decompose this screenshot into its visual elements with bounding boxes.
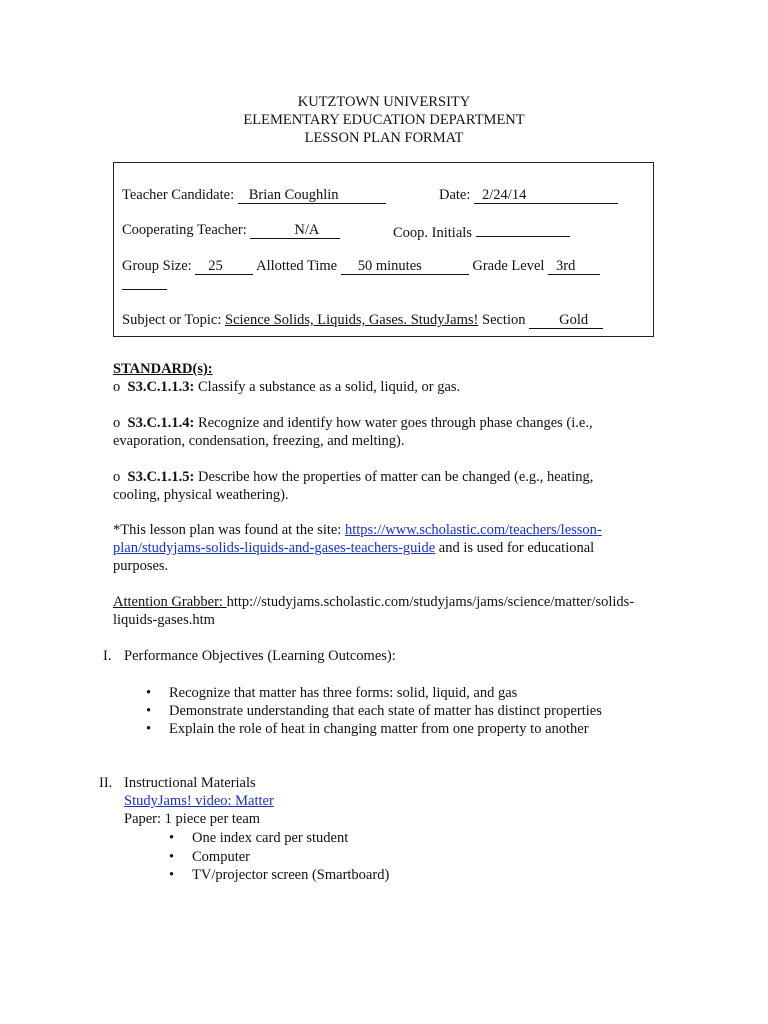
standard-code: S3.C.1.1.4:: [127, 415, 195, 431]
grade-level-value: 3rd: [556, 258, 576, 274]
objective-item: Explain the role of heat in changing matter from one property to another: [169, 721, 589, 737]
attention-grabber-url: http://studyjams.scholastic.com/studyjams/jams/science/matter/solids-: [226, 594, 635, 610]
bullet-icon: •: [169, 867, 175, 883]
standards-heading: STANDARD(s):: [113, 361, 213, 377]
studyjams-video-link[interactable]: StudyJams! video: Matter: [124, 793, 274, 809]
attention-grabber-label: Attention Grabber:: [113, 594, 227, 610]
bullet-marker: o: [113, 469, 121, 485]
section-ii-title: Instructional Materials: [124, 775, 256, 791]
date-row: [439, 186, 618, 204]
material-item: TV/projector screen (Smartboard): [192, 867, 390, 883]
standard-text-continued: evaporation, condensation, freezing, and melting).: [113, 433, 405, 449]
source-note-line2: [113, 539, 594, 557]
group-size-row: [122, 257, 600, 275]
source-note-line3: purposes.: [113, 558, 169, 574]
cooperating-teacher-field: [250, 223, 340, 239]
subject-row: [122, 311, 603, 329]
bullet-marker: o: [113, 415, 121, 431]
cooperating-teacher-label: Cooperating Teacher:: [122, 222, 247, 238]
subject-label: Subject or Topic:: [122, 312, 222, 328]
allotted-time-label: Allotted Time: [256, 258, 338, 274]
coop-initials-label: Coop. Initials: [393, 225, 472, 241]
date-field: [474, 188, 618, 204]
scholastic-link[interactable]: https://www.scholastic.com/teachers/lesson-: [344, 522, 602, 538]
teacher-candidate-label: Teacher Candidate:: [122, 187, 235, 203]
standard-text: Describe how the properties of matter can be changed (e.g., heating,: [194, 469, 594, 485]
material-item: One index card per student: [192, 830, 349, 846]
teacher-candidate-row: [122, 186, 386, 204]
bullet-icon: •: [146, 703, 152, 719]
section-field: [529, 313, 603, 329]
section-i-title: Performance Objectives (Learning Outcomes):: [124, 648, 396, 664]
standard-item: [113, 378, 460, 396]
scholastic-link-continued[interactable]: plan/studyjams-solids-liquids-and-gases-teachers-guide: [113, 540, 436, 556]
paper-note: Paper: 1 piece per team: [124, 811, 261, 827]
bullet-icon: •: [169, 830, 175, 846]
group-size-value: 25: [208, 258, 223, 274]
teacher-candidate-value: Brian Coughlin: [248, 187, 339, 203]
cooperating-teacher-value: N/A: [294, 222, 320, 238]
grade-level-label: Grade Level: [472, 258, 545, 274]
standard-code: S3.C.1.1.5:: [127, 469, 195, 485]
university-title: KUTZTOWN UNIVERSITY: [297, 94, 471, 110]
section-value: Gold: [559, 312, 589, 328]
subject-value: Science Solids, Liquids, Gases. StudyJams!: [225, 312, 479, 328]
group-size-label: Group Size:: [122, 258, 192, 274]
bullet-icon: •: [169, 849, 175, 865]
standard-text-continued: cooling, physical weathering).: [113, 487, 289, 503]
source-note-prefix: *This lesson plan was found at the site:: [113, 522, 345, 538]
grade-level-blank-continued: [122, 274, 167, 290]
date-value: 2/24/14: [482, 187, 527, 203]
date-label: Date:: [439, 187, 471, 203]
standard-code: S3.C.1.1.3:: [127, 379, 195, 395]
teacher-candidate-field: [238, 188, 386, 204]
coop-initials-row: [393, 221, 570, 242]
bullet-marker: o: [113, 379, 121, 395]
grade-level-field: [548, 259, 600, 275]
grade-level-continuation: [122, 274, 167, 295]
source-note-line1: [113, 521, 602, 539]
allotted-time-value: 50 minutes: [357, 258, 422, 274]
objective-item: Demonstrate understanding that each state of matter has distinct properties: [169, 703, 602, 719]
section-ii-numeral: II.: [99, 775, 113, 791]
source-note-suffix: and is used for educational: [435, 540, 595, 556]
standard-text: Recognize and identify how water goes through phase changes (i.e.,: [194, 415, 593, 431]
standard-item: [113, 468, 593, 486]
form-title: LESSON PLAN FORMAT: [304, 130, 464, 146]
group-size-field: [195, 259, 253, 275]
department-title: ELEMENTARY EDUCATION DEPARTMENT: [243, 112, 525, 128]
material-item: Computer: [192, 849, 250, 865]
bullet-icon: •: [146, 721, 152, 737]
standard-text: Classify a substance as a solid, liquid, or gas.: [194, 379, 461, 395]
section-i-numeral: I.: [103, 648, 112, 664]
attention-grabber-url-continued: liquids-gases.htm: [113, 612, 215, 628]
standard-item: [113, 414, 593, 432]
attention-grabber: [113, 593, 634, 611]
objective-item: Recognize that matter has three forms: solid, liquid, and gas: [169, 685, 518, 701]
cooperating-teacher-row: [122, 221, 340, 239]
section-label: Section: [482, 312, 526, 328]
coop-initials-field: [476, 221, 570, 237]
bullet-icon: •: [146, 685, 152, 701]
allotted-time-field: [341, 259, 469, 275]
